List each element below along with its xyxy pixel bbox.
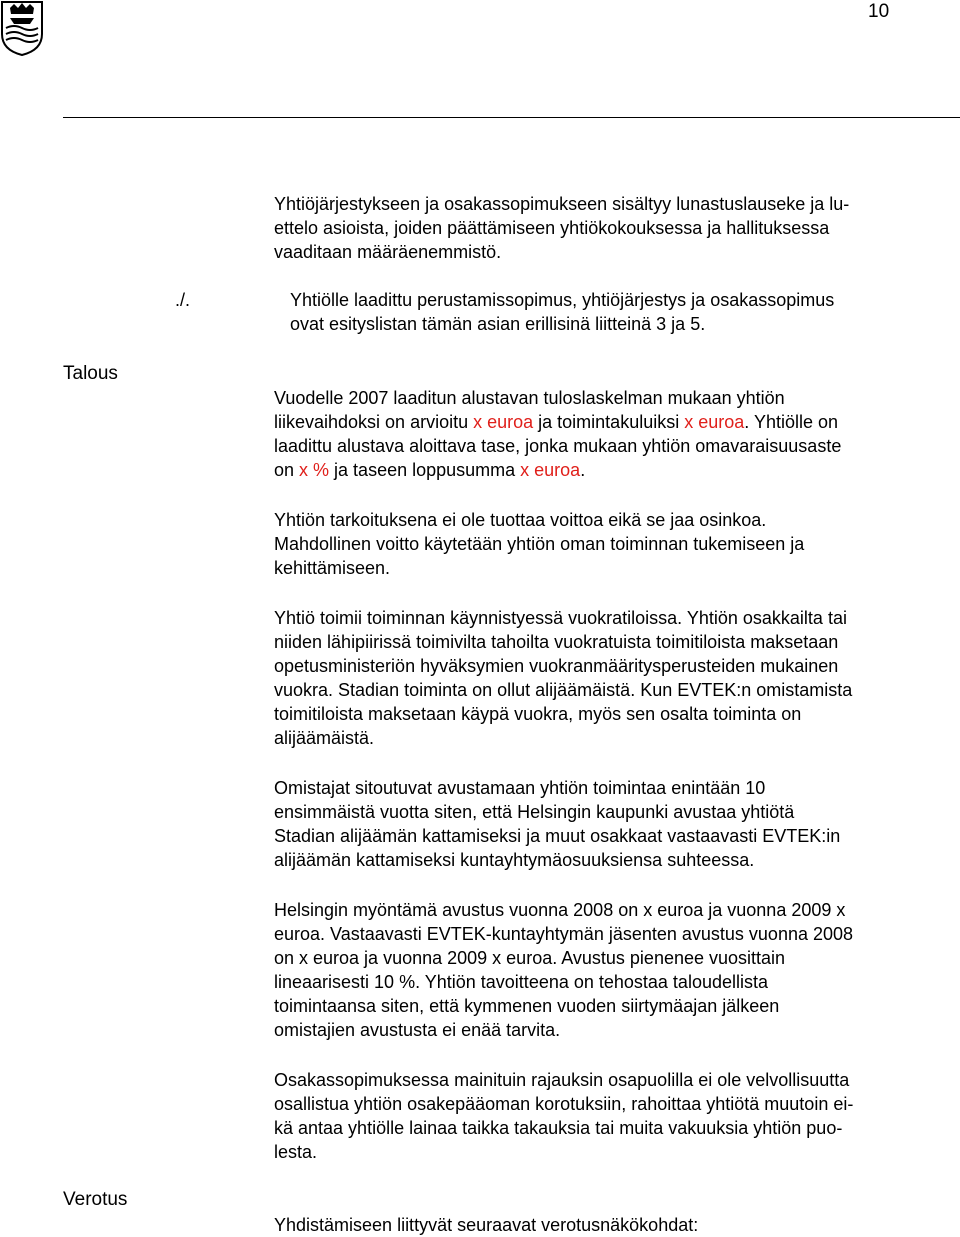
paragraph-financial-estimate: Vuodelle 2007 laaditun alustavan tuloslaskelman mukaan yhtiön liikevaihdoksi on arvioitu x euroa ja toimintakuluiksi x euroa. Yhtiölle on laadittu alustava aloittava tase, jonka mukaan yhtiön omavaraisuusaste on x % ja taseen loppusumma x euroa. bbox=[274, 388, 842, 480]
section-label-verotus: Verotus bbox=[63, 1189, 128, 1210]
city-crest-icon bbox=[0, 0, 44, 56]
placeholder-amount: x euroa bbox=[520, 460, 581, 480]
section-label-talous: Talous bbox=[63, 363, 118, 384]
page-number: 10 bbox=[868, 1, 890, 22]
paragraph-grants: Helsingin myöntämä avustus vuonna 2008 on x euroa ja vuonna 2009 x euroa. Vastaavasti EVTEK-kuntayhtymän jäsenten avustus vuonna 2008 on x euroa ja vuonna 2009 x euroa. Avustus pienenee vuosittain lineaarisesti 10 %. Yhtiön tavoitteena on tehostaa taloudellista toimintaansa siten, että kymmenen vuoden siirtymäajan jälkeen omistajien avustusta ei enää tarvita. bbox=[274, 900, 854, 1040]
placeholder-amount: x euroa bbox=[684, 412, 745, 432]
placeholder-percent: x % bbox=[299, 460, 330, 480]
paragraph-premises: Yhtiö toimii toiminnan käynnistyessä vuokratiloissa. Yhtiön osakkailta tai niiden lähipiirissä toimivilta tahoilta vuokratuista toimitiloista maksetaan opetusministeriön hyväksymien vuokranmääritysperusteiden mukainen vuokra. Stadian toiminta on ollut alijäämäistä. Kun EVTEK:n omistamista toimitiloista maksetaan käypä vuokra, myös sen osalta toiminta on alijäämäistä. bbox=[274, 608, 853, 748]
attachment-marker: ./. bbox=[175, 290, 191, 310]
placeholder-amount: x euroa bbox=[473, 412, 534, 432]
paragraph-obligations: Osakassopimuksessa mainituin rajauksin osapuolilla ei ole velvollisuutta osallistua yhtiön osakepääoman korotuksiin, rahoittaa yhtiötä muutoin ei- kä antaa yhtiölle lainaa taikka takauksia tai muita vakuuksia yhtiön puo- lesta. bbox=[274, 1070, 854, 1162]
paragraph-purpose: Yhtiön tarkoituksena ei ole tuottaa voittoa eikä se jaa osinkoa. Mahdollinen voitto käytetään yhtiön oman toiminnan tukemiseen ja kehittämiseen. bbox=[274, 510, 805, 578]
header-rule bbox=[63, 117, 960, 118]
paragraph-attachments: Yhtiölle laadittu perustamissopimus, yhtiöjärjestys ja osakassopimus ovat esityslistan tämän asian erillisinä liitteinä 3 ja 5. bbox=[290, 290, 835, 334]
paragraph-redemption: Yhtiöjärjestykseen ja osakassopimukseen sisältyy lunastuslauseke ja lu- ettelo asioista, joiden päättämiseen yhtiökokouksessa ja hallituksessa vaaditaan määräenemmistö. bbox=[274, 194, 850, 262]
paragraph-owners-support: Omistajat sitoutuvat avustamaan yhtiön toimintaa enintään 10 ensimmäistä vuotta siten, että Helsingin kaupunki avustaa yhtiötä Stadian alijäämän kattamiseksi ja muut osakkaat vastaavasti EVTEK:in alijäämän kattamiseksi kuntayhtymäosuuksiensa suhteessa. bbox=[274, 778, 841, 870]
paragraph-tax-intro: Yhdistämiseen liittyvät seuraavat verotusnäkökohdat: bbox=[274, 1215, 699, 1235]
